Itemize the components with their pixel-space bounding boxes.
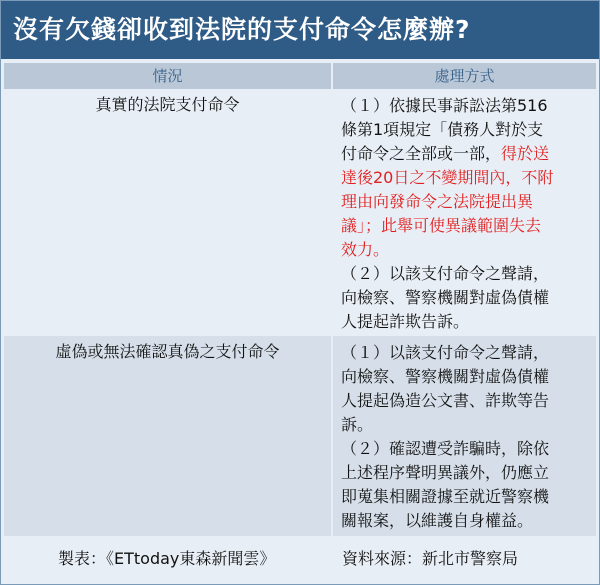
row-2-situation-cell xyxy=(4,336,331,536)
handling-line xyxy=(341,389,590,413)
row-2-handling-cell xyxy=(333,336,596,536)
body-text: 訴。 xyxy=(341,415,374,434)
body-text: 上述程序聲明異議外，仍應立 xyxy=(341,463,550,482)
row-2-handling-text xyxy=(341,341,590,533)
column-header-situation: 情況 xyxy=(4,63,331,89)
handling-line xyxy=(341,365,590,389)
highlight-text: 理由向發命令之法院提出異 xyxy=(341,192,534,211)
highlight-text: 議」；此舉可使異議範圍失去 xyxy=(341,216,542,235)
handling-line xyxy=(341,166,590,190)
body-text: 向檢察、警察機關對虛偽債權 xyxy=(341,367,550,386)
column-header-handling: 處理方式 xyxy=(333,63,596,89)
body-text: 條第1項規定「債務人對於支 xyxy=(341,120,544,139)
highlight-text: 效力。 xyxy=(341,240,390,259)
body-text: 人提起詐欺告訴。 xyxy=(341,312,470,331)
page-title: 沒有欠錢卻收到法院的支付命令怎麼辦? xyxy=(1,1,599,59)
body-text: 人提起偽造公文書、詐欺等告 xyxy=(341,391,550,410)
row-1-situation-cell xyxy=(4,91,331,333)
handling-line xyxy=(341,286,590,310)
footer-made-by: 製表：《ETtoday東森新聞雲》 xyxy=(58,549,276,568)
handling-line xyxy=(341,238,590,262)
handling-line xyxy=(341,118,590,142)
body-text: （２）確認遭受詐騙時，除依 xyxy=(341,439,550,458)
footer xyxy=(4,538,596,580)
handling-line xyxy=(341,413,590,437)
body-text: 付命令之全部或一部， xyxy=(341,144,502,163)
row-1-handling-text xyxy=(341,94,590,334)
handling-line xyxy=(341,94,590,118)
handling-line xyxy=(341,262,590,286)
highlight-text: 得於送 xyxy=(501,144,550,163)
body-text: （２）以該支付命令之聲請， xyxy=(341,264,550,283)
body-text: （１）以該支付命令之聲請， xyxy=(341,343,550,362)
handling-line xyxy=(341,190,590,214)
footer-source: 資料來源：新北市警察局 xyxy=(342,549,519,568)
handling-line xyxy=(341,214,590,238)
highlight-text: 達後20日之不變期間內，不附 xyxy=(341,168,554,187)
row-1-handling-cell xyxy=(333,91,596,333)
handling-line xyxy=(341,485,590,509)
handling-line xyxy=(341,437,590,461)
handling-line xyxy=(341,310,590,334)
body-text: 即蒐集相關證據至就近警察機 xyxy=(341,487,550,506)
body-text: （１）依據民事訴訟法第516 xyxy=(341,96,548,115)
handling-line xyxy=(341,142,590,166)
handling-line xyxy=(341,509,590,533)
row-1-situation-label: 真實的法院支付命令 xyxy=(95,95,240,114)
body-text: 向檢察、警察機關對虛偽債權 xyxy=(341,288,550,307)
handling-line xyxy=(341,341,590,365)
handling-line xyxy=(341,461,590,485)
body-text: 關報案，以維護自身權益。 xyxy=(341,511,534,530)
row-2-situation-label: 虛偽或無法確認真偽之支付命令 xyxy=(55,342,280,361)
